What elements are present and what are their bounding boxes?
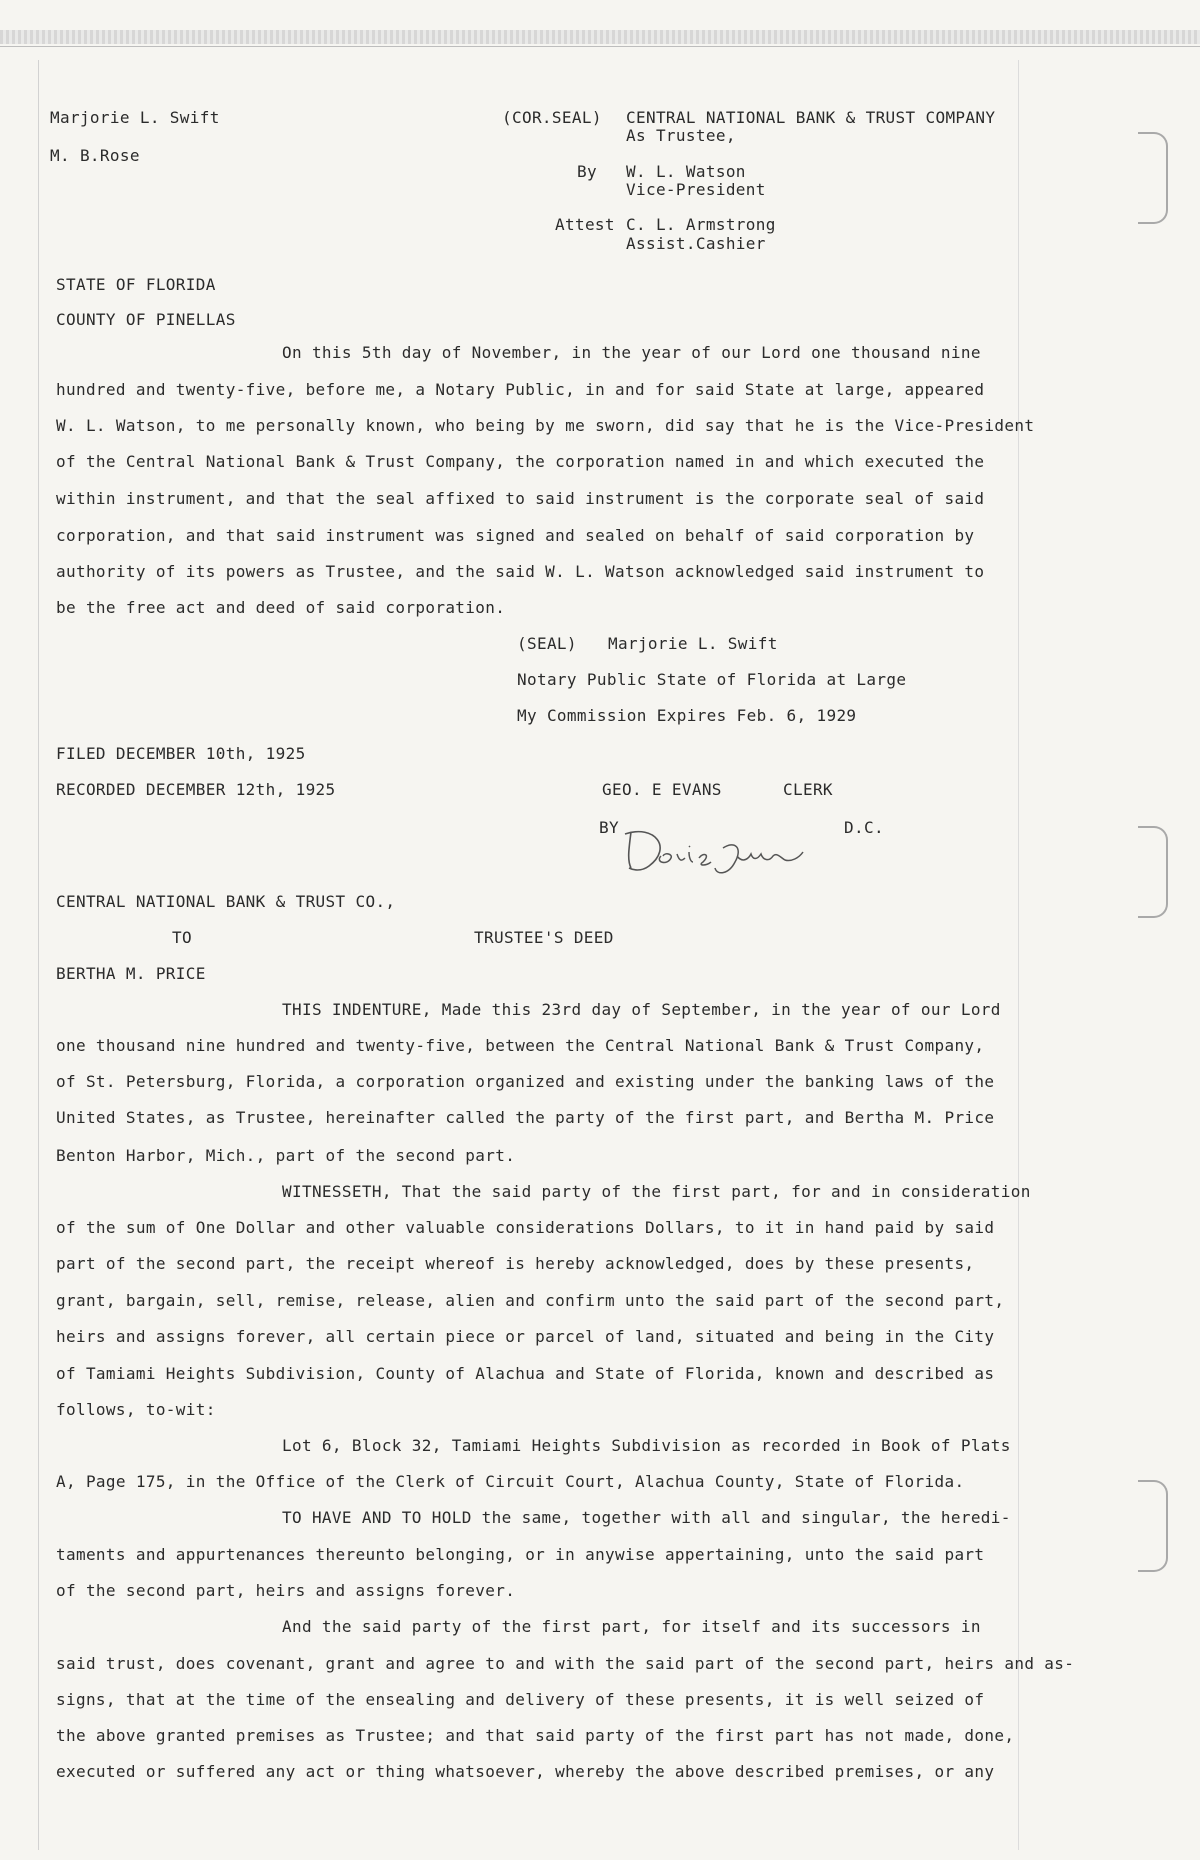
- attester-name: C. L. Armstrong: [626, 215, 776, 234]
- clerk-name: GEO. E EVANS: [602, 780, 722, 799]
- deed-line: WITNESSETH, That the said party of the first part, for and in consideration: [282, 1182, 1031, 1201]
- notary-seal: (SEAL): [517, 634, 577, 653]
- deed-line: A, Page 175, in the Office of the Clerk of Circuit Court, Alachua County, State of Florida.: [56, 1472, 965, 1491]
- corporate-seal-label: (COR.SEAL): [502, 108, 602, 127]
- ack-line: W. L. Watson, to me personally known, who being by me sworn, did say that he is the Vice-President: [56, 416, 1035, 435]
- notary-title: Notary Public State of Florida at Large: [517, 670, 907, 689]
- clerk-label: CLERK: [783, 780, 833, 799]
- deed-line: said trust, does covenant, grant and agree to and with the said part of the second part, heirs and as-: [56, 1654, 1075, 1673]
- punch-hole-icon: [1138, 826, 1168, 918]
- deputy-by-label: BY: [599, 818, 619, 837]
- deed-grantor: CENTRAL NATIONAL BANK & TRUST CO.,: [56, 892, 396, 911]
- venue-county: COUNTY OF PINELLAS: [56, 310, 236, 329]
- deed-line: of the sum of One Dollar and other valuable considerations Dollars, to it in hand paid by said: [56, 1218, 995, 1237]
- left-margin-line: [38, 60, 39, 1850]
- signer-name: W. L. Watson: [626, 162, 746, 181]
- ack-line: within instrument, and that the seal affixed to said instrument is the corporate seal of said: [56, 489, 985, 508]
- notary-name: Marjorie L. Swift: [608, 634, 778, 653]
- ack-line: hundred and twenty-five, before me, a Notary Public, in and for said State at large, appeared: [56, 380, 985, 399]
- as-trustee: As Trustee,: [626, 126, 736, 145]
- deed-line: THIS INDENTURE, Made this 23rd day of September, in the year of our Lord: [282, 1000, 1001, 1019]
- ack-line: be the free act and deed of said corporation.: [56, 598, 506, 617]
- deed-line: grant, bargain, sell, remise, release, alien and confirm unto the said part of the second part,: [56, 1291, 1005, 1310]
- deed-line: TO HAVE AND TO HOLD the same, together with all and singular, the heredi-: [282, 1508, 1011, 1527]
- deed-title: TRUSTEE'S DEED: [474, 928, 614, 947]
- deed-line: of Tamiami Heights Subdivision, County of Alachua and State of Florida, known and described as: [56, 1364, 995, 1383]
- deed-line: the above granted premises as Trustee; and that said party of the first part has not made, done,: [56, 1726, 1015, 1745]
- company-name: CENTRAL NATIONAL BANK & TRUST COMPANY: [626, 108, 996, 127]
- deed-line: United States, as Trustee, hereinafter called the party of the first part, and Bertha M. Price: [56, 1108, 995, 1127]
- deed-line: signs, that at the time of the ensealing and delivery of these presents, it is well seized of: [56, 1690, 985, 1709]
- attest-label: Attest: [555, 215, 615, 234]
- deed-line: follows, to-wit:: [56, 1400, 216, 1419]
- deed-grantee: BERTHA M. PRICE: [56, 964, 206, 983]
- page-top-rule: [0, 46, 1200, 47]
- deed-line: of St. Petersburg, Florida, a corporation organized and existing under the banking laws of the: [56, 1072, 995, 1091]
- by-label: By: [577, 162, 597, 181]
- right-margin-line: [1018, 60, 1019, 1850]
- deputy-clerk-label: D.C.: [844, 818, 884, 837]
- deed-line: executed or suffered any act or thing whatsoever, whereby the above described premises, or any: [56, 1762, 995, 1781]
- deed-line: of the second part, heirs and assigns forever.: [56, 1581, 516, 1600]
- witness-2: M. B.Rose: [50, 146, 140, 165]
- deed-line: Lot 6, Block 32, Tamiami Heights Subdivision as recorded in Book of Plats: [282, 1436, 1011, 1455]
- punch-hole-icon: [1138, 1480, 1168, 1572]
- deputy-clerk-signature: [585, 818, 815, 880]
- deed-line: one thousand nine hundred and twenty-five, between the Central National Bank & Trust Company,: [56, 1036, 985, 1055]
- signer-title: Vice-President: [626, 180, 766, 199]
- notary-commission: My Commission Expires Feb. 6, 1929: [517, 706, 857, 725]
- deed-line: Benton Harbor, Mich., part of the second part.: [56, 1146, 516, 1165]
- venue-state: STATE OF FLORIDA: [56, 275, 216, 294]
- deed-line: part of the second part, the receipt whereof is hereby acknowledged, does by these presents,: [56, 1254, 975, 1273]
- deed-line: And the said party of the first part, for itself and its successors in: [282, 1617, 981, 1636]
- attester-title: Assist.Cashier: [626, 234, 766, 253]
- punch-hole-icon: [1138, 132, 1168, 224]
- recorded-date: RECORDED DECEMBER 12th, 1925: [56, 780, 336, 799]
- deed-line: heirs and assigns forever, all certain piece or parcel of land, situated and being in the City: [56, 1327, 995, 1346]
- deed-line: taments and appurtenances thereunto belonging, or in anywise appertaining, unto the said part: [56, 1545, 985, 1564]
- page-top-edge: [0, 30, 1200, 44]
- deed-to: TO: [172, 928, 192, 947]
- ack-line: authority of its powers as Trustee, and the said W. L. Watson acknowledged said instrument to: [56, 562, 985, 581]
- filed-date: FILED DECEMBER 10th, 1925: [56, 744, 306, 763]
- ack-line: On this 5th day of November, in the year of our Lord one thousand nine: [282, 343, 981, 362]
- ack-line: corporation, and that said instrument was signed and sealed on behalf of said corporation by: [56, 526, 975, 545]
- witness-1: Marjorie L. Swift: [50, 108, 220, 127]
- ack-line: of the Central National Bank & Trust Company, the corporation named in and which executed the: [56, 452, 985, 471]
